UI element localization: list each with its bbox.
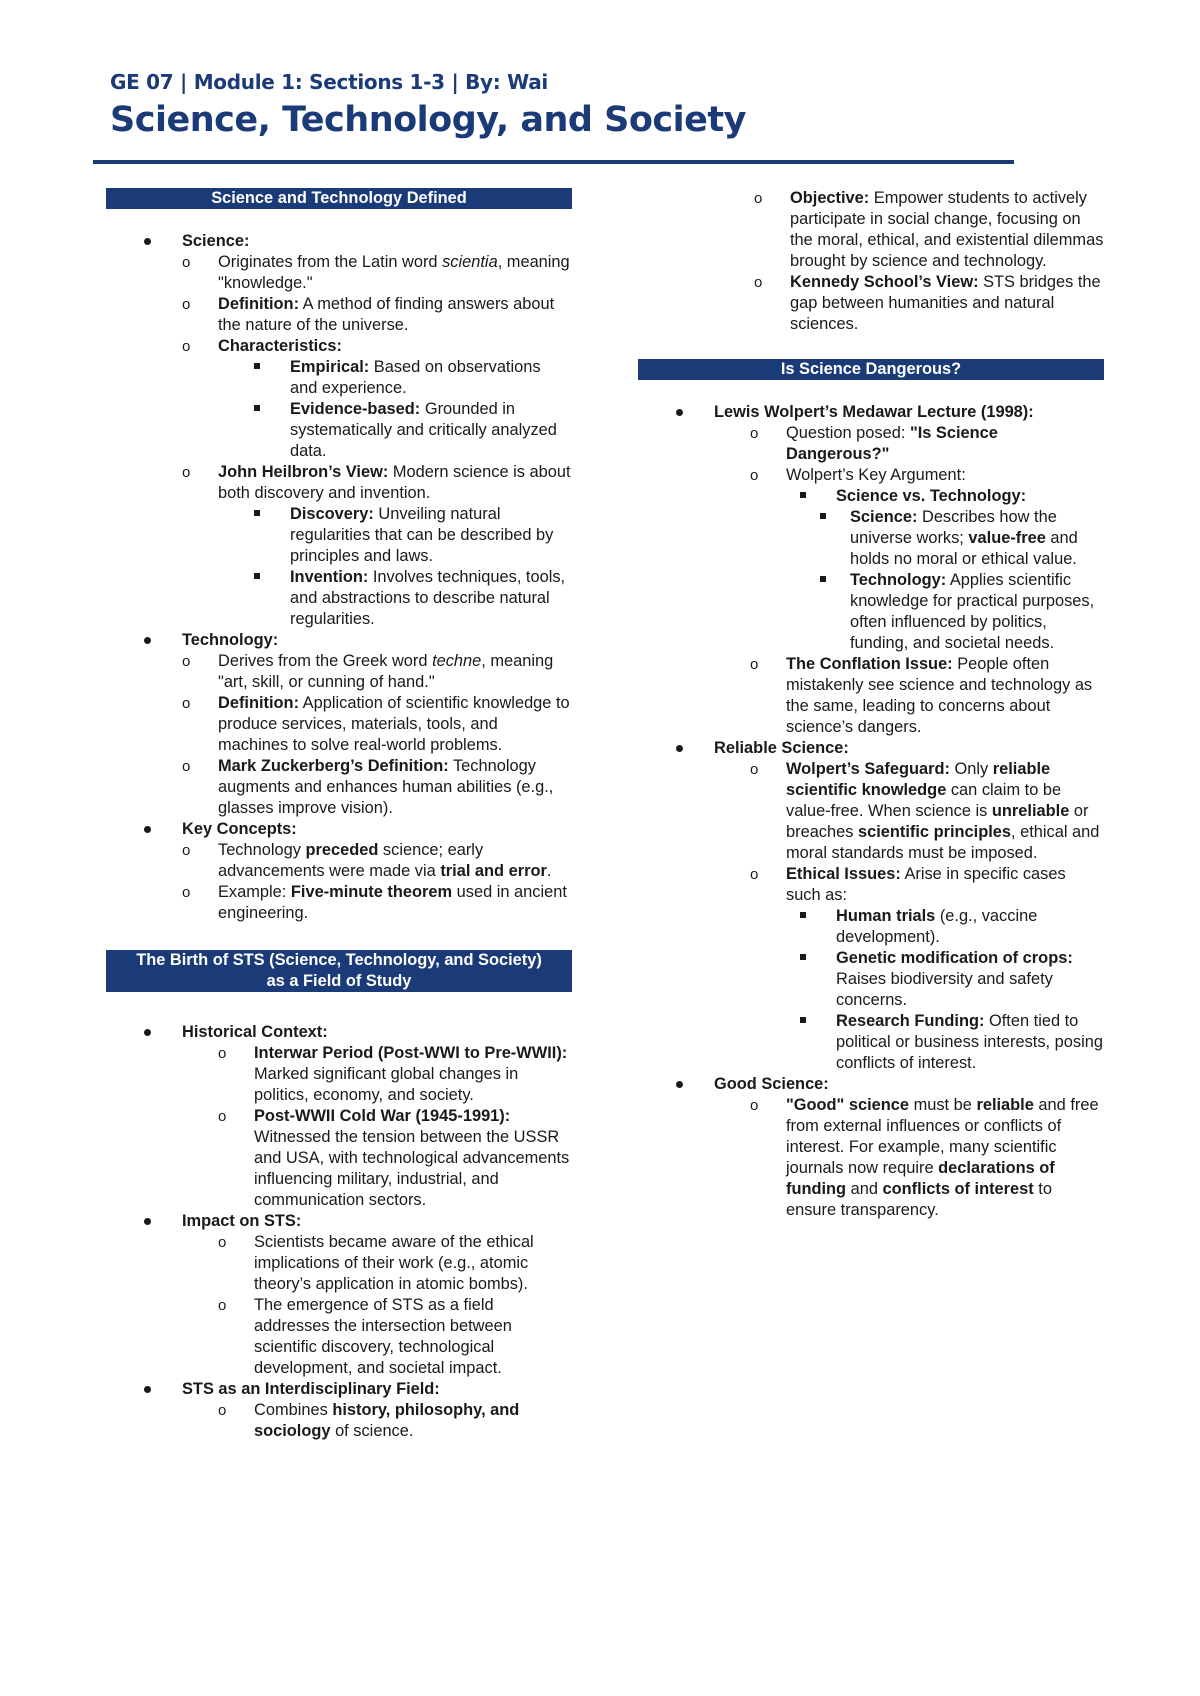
list-item [182, 756, 572, 819]
label: Science: [850, 508, 918, 526]
list-item [106, 1022, 572, 1211]
header-rule [93, 160, 1014, 164]
text: Technology augments and enhances human abilities (e.g., glasses improve vision). [218, 757, 554, 817]
label: Invention: [290, 568, 369, 586]
label: Post-WWII Cold War (1945-1991): [254, 1107, 511, 1125]
list-item [182, 651, 572, 693]
page-header [110, 70, 1010, 140]
label: Ethical Issues: [786, 865, 901, 883]
text: (e.g., vaccine development). [836, 907, 1038, 946]
text: The emergence of STS as a field addresses the intersection between scientific discovery, technological development, and societal impact. [254, 1296, 512, 1377]
label: Evidence-based: [290, 400, 421, 418]
text: A method of finding answers about the nature of the universe. [218, 295, 555, 334]
list-item [754, 188, 1104, 272]
text: must be [909, 1096, 977, 1114]
label: Objective: [790, 189, 870, 207]
text: Application of scientific knowledge to produce services, materials, tools, and machines to solve real-world problems. [218, 694, 570, 754]
section-heading-is-science-dangerous: Is Science Dangerous? [638, 359, 1104, 380]
list-item [750, 864, 1104, 1074]
text: and free from external influences or conflicts of interest. For example, many scientific journals now require [786, 1096, 1099, 1177]
text: Arise in specific cases such as: [786, 865, 1066, 904]
danger-list [638, 402, 1104, 1221]
text: . [546, 862, 552, 880]
list-item [106, 231, 572, 630]
list-item [218, 1295, 572, 1379]
label: Definition: [218, 694, 300, 712]
text: Raises biodiversity and safety concerns. [836, 970, 1053, 1009]
greek-word: techne [432, 652, 482, 670]
text: of science. [330, 1422, 414, 1440]
latin-word: scientia [442, 253, 498, 271]
objective-list [754, 188, 1104, 335]
list-item [182, 294, 572, 336]
list-item [182, 462, 572, 630]
text: Combines [254, 1401, 333, 1419]
text: preceded [305, 841, 379, 859]
text: and holds no moral or ethical value. [850, 529, 1078, 568]
label: The Conflation Issue: [786, 655, 953, 673]
text: Involves techniques, tools, and abstractions to describe natural regularities. [290, 568, 566, 628]
text: Unveiling natural regularities that can be described by principles and laws. [290, 505, 554, 565]
list-item [800, 486, 1104, 654]
definitions-list [106, 231, 572, 924]
list-item [218, 1400, 572, 1442]
text: scientific principles [857, 823, 1012, 841]
text: Scientists became aware of the ethical implications of their work (e.g., atomic theory’s application in atomic bombs). [254, 1233, 534, 1293]
label: Good Science: [714, 1075, 829, 1093]
text: "Is Science Dangerous?" [786, 424, 998, 463]
list-item [638, 738, 1104, 1074]
list-item [218, 1106, 572, 1211]
key-concepts-label: Key Concepts: [182, 820, 297, 838]
label: Kennedy School’s View: [790, 273, 979, 291]
text: Witnessed the tension between the USSR and USA, with technological advancements influencing military, industrial, and communication sectors. [254, 1128, 570, 1209]
text: Often tied to political or business interests, posing conflicts of interest. [836, 1012, 1103, 1072]
list-item [106, 1379, 572, 1442]
list-item [182, 252, 572, 294]
list-item [800, 1011, 1104, 1074]
text: , meaning "knowledge." [218, 253, 570, 292]
text: , ethical and moral standards must be imposed. [786, 823, 1100, 862]
label: Definition: [218, 295, 300, 313]
label: Science vs. Technology: [836, 487, 1027, 505]
text: value-free [968, 529, 1046, 547]
text: Example [218, 883, 282, 901]
list-item [750, 465, 1104, 654]
label: Wolpert’s Safeguard: [786, 760, 950, 778]
list-item [182, 840, 572, 882]
label: Lewis Wolpert’s Medawar Lecture (1998): [714, 403, 1034, 421]
label: Interwar Period (Post-WWI to Pre-WWII): [254, 1044, 568, 1062]
list-item [218, 1043, 572, 1106]
list-item [820, 507, 1104, 570]
text: Describes how the universe works; [850, 508, 1057, 547]
text: Wolpert’s Key Argument: [786, 466, 966, 484]
text: , meaning "art, skill, or cunning of hand." [218, 652, 554, 691]
list-item [182, 336, 572, 462]
list-item [254, 567, 572, 630]
text: Question posed: [786, 424, 910, 442]
list-item [182, 693, 572, 756]
heading-line: as a Field of Study [266, 972, 412, 990]
page-title: Science, Technology, and Society [110, 100, 746, 140]
label: Mark Zuckerberg’s Definition: [218, 757, 449, 775]
label: Genetic modification of crops: [836, 949, 1073, 967]
text: Technology [218, 841, 306, 859]
text: used in ancient engineering. [218, 883, 567, 922]
list-item [106, 630, 572, 819]
text: can claim to be value-free. When science is [786, 781, 1062, 820]
text: STS bridges the gap between humanities and natural sciences. [790, 273, 1101, 333]
list-item [754, 272, 1104, 335]
list-item [800, 948, 1104, 1011]
label: John Heilbron’s View: [218, 463, 389, 481]
text: unreliable [991, 802, 1070, 820]
list-item [638, 1074, 1104, 1221]
list-item [800, 906, 1104, 948]
text: "Good" science [786, 1096, 910, 1114]
text: Only [949, 760, 993, 778]
label: Human trials [836, 907, 936, 925]
text: : [281, 883, 291, 901]
list-item [106, 1211, 572, 1379]
text: reliable [976, 1096, 1034, 1114]
list-item [106, 819, 572, 924]
text: declarations of funding [786, 1159, 1055, 1198]
science-label: Science: [182, 232, 250, 250]
text: science; early advancements were made via [218, 841, 484, 880]
label: Impact on STS: [182, 1212, 302, 1230]
list-item [254, 399, 572, 462]
label: Discovery: [290, 505, 374, 523]
list-item [750, 759, 1104, 864]
label: Research Funding: [836, 1012, 985, 1030]
text: Derives from the Greek word [218, 652, 433, 670]
list-item [638, 402, 1104, 738]
text: Modern science is about both discovery and invention. [218, 463, 571, 502]
text: Applies scientific knowledge for practical purposes, often influenced by politics, funding, and societal needs. [850, 571, 1095, 652]
list-item [218, 1232, 572, 1295]
label: Historical Context: [182, 1023, 328, 1041]
list-item [750, 654, 1104, 738]
text: or breaches [786, 802, 1089, 841]
text: Originates from the Latin word [218, 253, 443, 271]
text: Empower students to actively participate in social change, focusing on the moral, ethical, and existential dilemmas brought by science and technology. [790, 189, 1104, 270]
text: and [846, 1180, 883, 1198]
text: People often mistakenly see science and technology as the same, leading to concerns about science’s dangers. [786, 655, 1093, 736]
text: history, philosophy, and sociology [254, 1401, 520, 1440]
label: Reliable Science: [714, 739, 849, 757]
section-heading-birth-of-sts [106, 950, 572, 992]
label: Empirical: [290, 358, 370, 376]
text: trial and error [440, 862, 547, 880]
list-item [254, 357, 572, 399]
list-item [750, 1095, 1104, 1221]
text: Grounded in systematically and critically analyzed data. [290, 400, 557, 460]
left-column [106, 188, 572, 1442]
module-line: GE 07 | Module 1: Sections 1-3 | By: Wai [110, 70, 548, 94]
text: Based on observations and experience. [290, 358, 541, 397]
list-item [750, 423, 1104, 465]
section-heading-definitions: Science and Technology Defined [106, 188, 572, 209]
label: STS as an Interdisciplinary Field: [182, 1380, 440, 1398]
label: Technology: [850, 571, 947, 589]
text: reliable scientific knowledge [786, 760, 1051, 799]
text: conflicts of interest [882, 1180, 1034, 1198]
list-item [254, 504, 572, 567]
text: Marked significant global changes in politics, economy, and society. [254, 1065, 519, 1104]
sts-list [106, 1022, 572, 1442]
text: Five-minute theorem [290, 883, 453, 901]
technology-label: Technology: [182, 631, 279, 649]
right-column [638, 188, 1104, 1221]
heading-line: The Birth of STS (Science, Technology, and Society) [136, 951, 542, 969]
label: Characteristics: [218, 337, 342, 355]
list-item [820, 570, 1104, 654]
text: to ensure transparency. [786, 1180, 1052, 1219]
list-item [182, 882, 572, 924]
